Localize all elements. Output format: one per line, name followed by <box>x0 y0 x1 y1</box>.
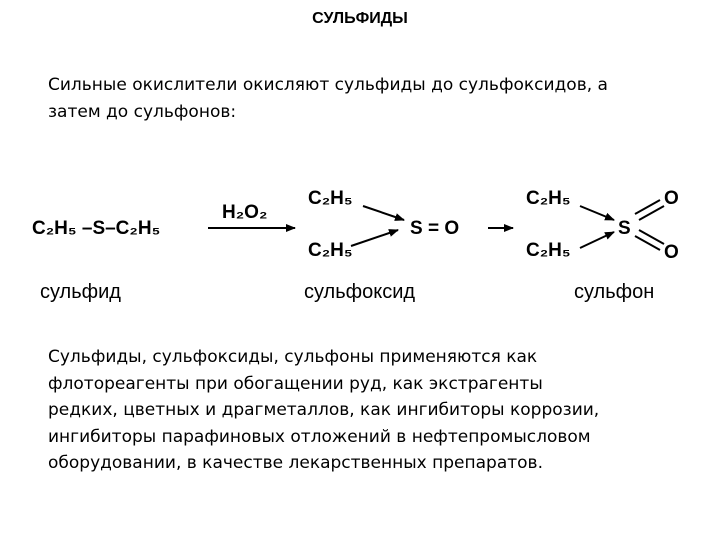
reagent-formula: H₂O₂ <box>222 202 268 223</box>
page-title: СУЛЬФИДЫ <box>312 10 408 27</box>
sulfoxide-center: S = O <box>410 218 460 239</box>
sulfone-o-top: O <box>664 188 679 209</box>
intro-line: затем до сульфонов: <box>48 101 237 122</box>
label-sulfone: сульфон <box>574 281 655 303</box>
body-line: оборудовании, в качестве лекарственных препаратов. <box>48 453 543 473</box>
intro-paragraph <box>48 72 688 125</box>
sulfoxide-top-group: C₂H₅ <box>308 188 353 209</box>
sulfone-top-group: C₂H₅ <box>526 188 571 209</box>
double-bond-line <box>635 200 660 214</box>
sulfoxide-bottom-group: C₂H₅ <box>308 240 353 261</box>
reaction-scheme <box>0 170 720 310</box>
sulfone-s: S <box>618 218 631 239</box>
sulfide-formula: C₂H₅ –S–C₂H₅ <box>32 218 161 239</box>
double-bond-line <box>639 206 664 220</box>
double-bond-line <box>635 236 660 250</box>
body-line: Сульфиды, сульфоксиды, сульфоны применяются как <box>48 347 538 367</box>
sulfoxide-bond-bottom <box>351 230 398 246</box>
body-line: редких, цветных и драгметаллов, как ингибиторы коррозии, <box>48 400 600 420</box>
sulfone-bond-top <box>580 206 614 220</box>
body-line: ингибиторы парафиновых отложений в нефтепромысловом <box>48 426 591 447</box>
sulfoxide-bond-top <box>363 206 404 220</box>
body-line: флотореагенты при обогащении руд, как экстрагенты <box>48 373 543 394</box>
sulfone-bond-bottom <box>580 232 614 248</box>
intro-line: Сильные окислители окисляют сульфиды до сульфоксидов, а <box>48 75 608 95</box>
sulfone-bottom-group: C₂H₅ <box>526 240 571 261</box>
label-sulfoxide: сульфоксид <box>304 281 416 303</box>
label-sulfide: сульфид <box>40 281 121 303</box>
double-bond-line <box>639 230 664 244</box>
body-paragraph <box>48 344 688 477</box>
sulfone-o-bottom: O <box>664 242 679 263</box>
